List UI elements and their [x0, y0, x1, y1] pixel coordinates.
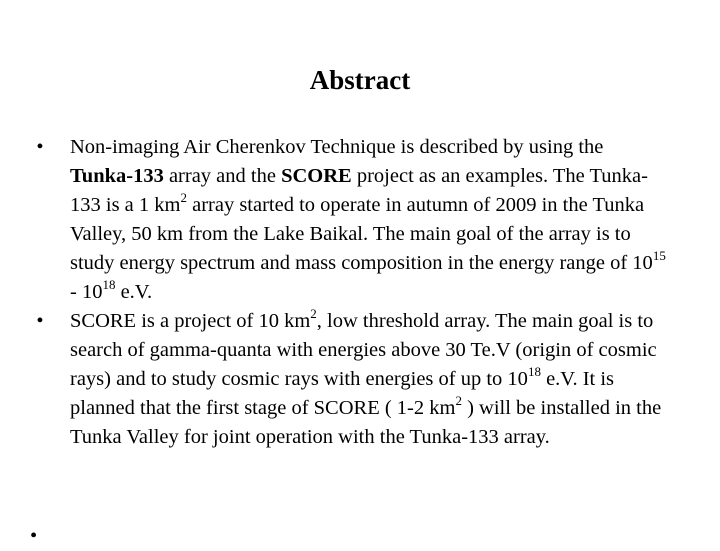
superscript: 2 [180, 190, 187, 206]
bullet-item-tunka [28, 133, 668, 307]
text-run: ) will be installed in the Tunka Valley for joint operation with the Tunka-133 array. [70, 397, 662, 448]
empty-bullet-icon: • [30, 525, 38, 547]
bullet-list [28, 133, 668, 452]
text-run: array started to operate in autumn of 2009 in the Tunka Valley, 50 km from the Lake Baikal. The main goal of the array is to study energy spectrum and mass composition in the energy range of 10 [70, 194, 653, 274]
slide-title: Abstract [309, 65, 411, 95]
text-run: - 10 [70, 281, 103, 303]
superscript: 15 [652, 248, 666, 264]
bold-term-tunka: Tunka-133 [70, 165, 164, 187]
bullet-icon: • [36, 310, 44, 332]
bullet-item-score [28, 307, 668, 452]
text-run: , low threshold array. The main goal is to search of gamma-quanta with energies above 30 Te.V (origin of cosmic rays) and to study cosmic rays with energies of up to 10 [70, 310, 657, 390]
bullet-icon: • [36, 136, 44, 158]
bullet-text-tunka [70, 133, 668, 307]
text-run: array and the [163, 165, 282, 187]
text-run: e.V. It is planned that the first stage of SCORE ( 1-2 km [70, 368, 615, 419]
bold-term-score: SCORE [281, 165, 352, 187]
text-run: e.V. [115, 281, 153, 303]
superscript: 18 [102, 277, 116, 293]
text-run: Non-imaging Air Cherenkov Technique is described by using the [70, 136, 604, 158]
superscript: 18 [527, 364, 541, 380]
superscript: 2 [455, 393, 462, 409]
bullet-text-score [70, 307, 668, 452]
superscript: 2 [310, 306, 317, 322]
text-run: SCORE is a project of 10 km [70, 310, 311, 332]
text-run: project as an examples. The Tunka-133 is a 1 km [70, 165, 648, 216]
